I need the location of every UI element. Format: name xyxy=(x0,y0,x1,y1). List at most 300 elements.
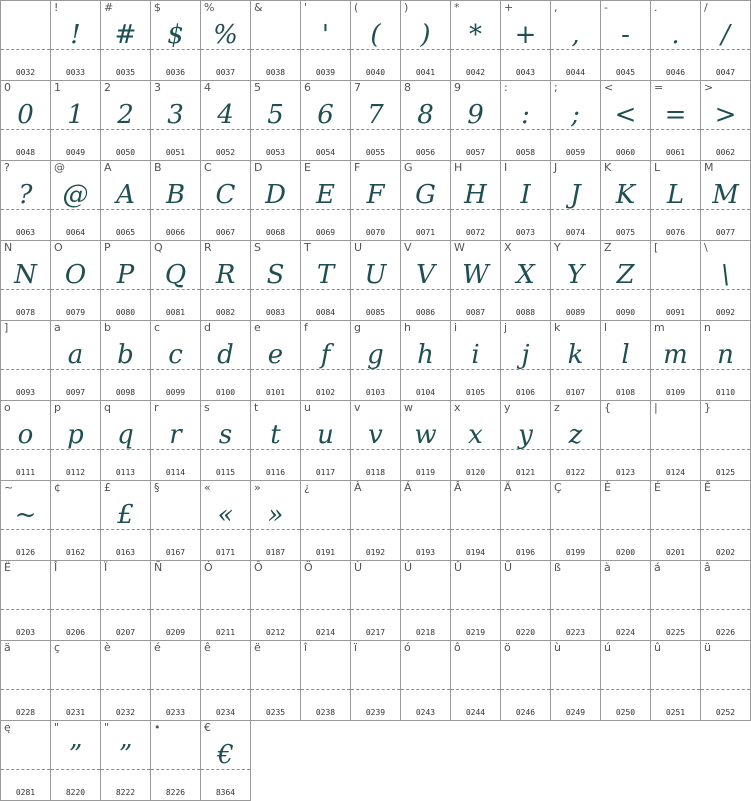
handwritten-glyph: V xyxy=(416,260,435,290)
glyph-cell xyxy=(400,320,450,400)
char-code: 0103 xyxy=(365,388,386,397)
glyph-cell xyxy=(150,480,200,560)
char-code: 0067 xyxy=(215,228,236,237)
baseline-guide xyxy=(251,609,300,610)
baseline-guide xyxy=(51,609,100,610)
reference-char: Z xyxy=(604,241,612,254)
handwritten-glyph: v xyxy=(368,420,383,450)
glyph-cell xyxy=(300,0,350,80)
baseline-guide xyxy=(251,689,300,690)
reference-char: * xyxy=(454,1,460,14)
glyph-cell xyxy=(450,240,500,320)
reference-char: 6 xyxy=(304,81,311,94)
glyph-cell xyxy=(650,640,700,721)
baseline-guide xyxy=(151,609,200,610)
char-code: 0224 xyxy=(615,628,636,637)
handwritten-glyph: O xyxy=(64,260,87,290)
reference-char: ~ xyxy=(4,481,14,494)
glyph-cell xyxy=(600,80,650,160)
char-code: 0056 xyxy=(415,148,436,157)
char-code: 0089 xyxy=(565,308,586,317)
reference-char: U xyxy=(354,241,363,254)
handwritten-glyph: \ xyxy=(721,260,730,290)
char-code: 0163 xyxy=(115,548,136,557)
glyph-cell xyxy=(250,240,300,320)
char-code: 0120 xyxy=(465,468,486,477)
reference-char: i xyxy=(454,321,458,334)
baseline-guide xyxy=(351,689,400,690)
handwritten-glyph: h xyxy=(417,340,434,370)
glyph-cell xyxy=(250,320,300,400)
handwritten-glyph: R xyxy=(215,260,236,290)
glyph-cell xyxy=(300,560,350,640)
char-code: 0201 xyxy=(665,548,686,557)
glyph-cell xyxy=(450,320,500,400)
glyph-cell xyxy=(500,640,550,721)
reference-char: Î xyxy=(54,561,58,574)
reference-char: + xyxy=(504,1,514,14)
glyph-cell xyxy=(350,560,400,640)
reference-char: l xyxy=(604,321,608,334)
glyph-cell xyxy=(150,560,200,640)
handwritten-glyph: 7 xyxy=(367,100,384,130)
reference-char: Ï xyxy=(104,561,108,574)
glyph-cell xyxy=(550,160,600,240)
baseline-guide xyxy=(1,369,50,370)
handwritten-glyph: w xyxy=(414,420,437,450)
glyph-cell xyxy=(100,80,150,160)
char-code: 0059 xyxy=(565,148,586,157)
glyph-cell xyxy=(450,560,500,640)
handwritten-glyph: - xyxy=(621,20,630,50)
reference-char: Ä xyxy=(504,481,512,494)
baseline-guide xyxy=(451,689,500,690)
char-code: 0090 xyxy=(615,308,636,317)
char-code: 0206 xyxy=(65,628,86,637)
handwritten-glyph: n xyxy=(717,340,734,370)
char-code: 0116 xyxy=(265,468,286,477)
handwritten-glyph: B xyxy=(165,180,186,210)
glyph-cell xyxy=(100,480,150,560)
handwritten-glyph: c xyxy=(168,340,183,370)
glyph-cell xyxy=(300,480,350,560)
char-code: 0098 xyxy=(115,388,136,397)
glyph-cell xyxy=(450,0,500,80)
char-code: 0199 xyxy=(565,548,586,557)
handwritten-glyph: ) xyxy=(420,20,431,50)
glyph-cell xyxy=(250,480,300,560)
reference-char: m xyxy=(654,321,665,334)
glyph-cell xyxy=(350,640,400,721)
glyph-cell xyxy=(350,240,400,320)
reference-char: C xyxy=(204,161,212,174)
handwritten-glyph: @ xyxy=(62,180,89,210)
glyph-cell xyxy=(50,640,100,720)
glyph-cell xyxy=(150,240,200,320)
char-code: 0226 xyxy=(715,628,736,637)
reference-char: ï xyxy=(354,641,358,654)
char-code: 0060 xyxy=(615,148,636,157)
reference-char: : xyxy=(504,81,508,94)
glyph-cell xyxy=(400,560,450,640)
reference-char: 0 xyxy=(4,81,11,94)
char-code: 0194 xyxy=(465,548,486,557)
handwritten-glyph: k xyxy=(567,340,584,370)
char-code: 0252 xyxy=(715,708,736,717)
char-code: 0077 xyxy=(715,228,736,237)
glyph-cell xyxy=(200,640,250,720)
glyph-cell xyxy=(250,640,300,721)
handwritten-glyph: < xyxy=(614,100,637,130)
handwritten-glyph: j xyxy=(521,340,530,370)
glyph-cell xyxy=(450,400,500,480)
glyph-cell xyxy=(250,160,300,240)
char-code: 0281 xyxy=(15,788,36,797)
baseline-guide xyxy=(1,769,50,770)
char-code: 0091 xyxy=(665,308,686,317)
reference-char: D xyxy=(254,161,263,174)
reference-char: O xyxy=(54,241,63,254)
glyph-cell xyxy=(50,160,100,240)
glyph-cell xyxy=(50,80,100,160)
reference-char: ' xyxy=(304,1,308,14)
glyph-cell xyxy=(600,0,650,80)
reference-char: Ô xyxy=(254,561,263,574)
baseline-guide xyxy=(601,529,650,530)
reference-char: É xyxy=(654,481,661,494)
handwritten-glyph: £ xyxy=(117,500,134,530)
char-code: 0211 xyxy=(215,628,236,637)
glyph-cell xyxy=(650,560,700,640)
glyph-cell xyxy=(200,240,250,320)
handwritten-glyph: I xyxy=(520,180,531,210)
char-code: 0084 xyxy=(315,308,336,317)
char-code: 0192 xyxy=(365,548,386,557)
baseline-guide xyxy=(401,689,450,690)
char-code: 0040 xyxy=(365,68,386,77)
reference-char: 4 xyxy=(204,81,211,94)
glyph-cell xyxy=(150,320,200,400)
char-code: 0092 xyxy=(715,308,736,317)
reference-char: 5 xyxy=(254,81,261,94)
reference-char: " xyxy=(54,721,60,734)
reference-char: Ñ xyxy=(154,561,163,574)
reference-char: z xyxy=(554,401,560,414)
char-code: 0066 xyxy=(165,228,186,237)
glyph-cell xyxy=(100,560,150,640)
reference-char: Ü xyxy=(504,561,513,574)
handwritten-glyph: , xyxy=(571,20,580,50)
handwritten-glyph: > xyxy=(714,100,737,130)
char-code: 0065 xyxy=(115,228,136,237)
reference-char: § xyxy=(154,481,160,494)
handwritten-glyph: H xyxy=(464,180,487,210)
glyph-cell xyxy=(450,480,500,560)
glyph-cell xyxy=(300,320,350,400)
glyph-cell xyxy=(600,320,650,400)
char-code: 0207 xyxy=(115,628,136,637)
char-code: 0125 xyxy=(715,468,736,477)
baseline-guide xyxy=(201,609,250,610)
glyph-cell xyxy=(50,560,100,640)
char-code: 0068 xyxy=(265,228,286,237)
char-code: 0046 xyxy=(665,68,686,77)
glyph-cell xyxy=(150,80,200,160)
handwritten-glyph: f xyxy=(320,340,331,370)
char-code: 0113 xyxy=(115,468,136,477)
glyph-cell xyxy=(500,160,550,240)
glyph-cell xyxy=(100,720,150,801)
handwritten-glyph: 9 xyxy=(467,100,484,130)
reference-char: [ xyxy=(654,241,659,254)
handwritten-glyph: Y xyxy=(566,260,585,290)
char-code: 0073 xyxy=(515,228,536,237)
glyph-cell xyxy=(300,80,350,160)
reference-char: ¢ xyxy=(54,481,61,494)
glyph-cell xyxy=(550,560,600,640)
handwritten-glyph: x xyxy=(468,420,483,450)
reference-char: d xyxy=(204,321,211,334)
char-code: 0239 xyxy=(365,708,386,717)
handwritten-glyph: Q xyxy=(164,260,187,290)
glyph-cell xyxy=(550,480,600,560)
handwritten-glyph: E xyxy=(316,180,335,210)
handwritten-glyph: l xyxy=(621,340,630,370)
char-code: 0250 xyxy=(615,708,636,717)
char-code: 8364 xyxy=(215,788,236,797)
char-code: 0099 xyxy=(165,388,186,397)
baseline-guide xyxy=(451,609,500,610)
glyph-cell xyxy=(550,400,600,480)
reference-char: , xyxy=(554,1,558,14)
reference-char: w xyxy=(404,401,413,414)
baseline-guide xyxy=(51,529,100,530)
glyph-cell xyxy=(450,80,500,160)
glyph-cell xyxy=(450,160,500,240)
char-code: 0080 xyxy=(115,308,136,317)
glyph-cell xyxy=(600,240,650,320)
baseline-guide xyxy=(201,689,250,690)
reference-char: s xyxy=(204,401,210,414)
handwritten-glyph: z xyxy=(568,420,583,450)
baseline-guide xyxy=(501,689,550,690)
char-code: 0074 xyxy=(565,228,586,237)
reference-char: £ xyxy=(104,481,111,494)
reference-char: & xyxy=(254,1,263,14)
reference-char: a xyxy=(54,321,61,334)
glyph-cell xyxy=(250,80,300,160)
char-code: 0078 xyxy=(15,308,36,317)
glyph-cell xyxy=(650,0,700,80)
glyph-cell xyxy=(100,320,150,400)
glyph-cell xyxy=(450,640,500,721)
glyph-cell xyxy=(50,400,100,480)
baseline-guide xyxy=(551,689,600,690)
handwritten-glyph: * xyxy=(469,20,482,50)
char-code: 0228 xyxy=(15,708,36,717)
char-code: 0041 xyxy=(415,68,436,77)
handwritten-glyph: $ xyxy=(167,20,184,50)
glyph-cell xyxy=(50,0,100,80)
baseline-guide xyxy=(551,529,600,530)
glyph-cell xyxy=(550,0,600,80)
char-code: 0123 xyxy=(615,468,636,477)
reference-char: ö xyxy=(504,641,511,654)
reference-char: « xyxy=(204,481,211,494)
glyph-cell xyxy=(50,320,100,400)
reference-char: t xyxy=(254,401,259,414)
reference-char: # xyxy=(104,1,114,14)
glyph-cell xyxy=(250,560,300,640)
reference-char: ! xyxy=(54,1,59,14)
reference-char: X xyxy=(504,241,512,254)
reference-char: e xyxy=(254,321,261,334)
char-code: 8222 xyxy=(115,788,136,797)
reference-char: j xyxy=(504,321,508,334)
glyph-cell xyxy=(250,0,300,80)
handwritten-glyph: o xyxy=(17,420,34,450)
char-code: 0119 xyxy=(415,468,436,477)
reference-char: h xyxy=(404,321,411,334)
char-code: 0051 xyxy=(165,148,186,157)
glyph-cell xyxy=(100,160,150,240)
reference-char: à xyxy=(604,561,611,574)
char-code: 0086 xyxy=(415,308,436,317)
reference-char: ú xyxy=(604,641,611,654)
char-code: 0122 xyxy=(565,468,586,477)
reference-char: . xyxy=(654,1,658,14)
char-code: 0209 xyxy=(165,628,186,637)
char-code: 0234 xyxy=(215,708,236,717)
handwritten-glyph: S xyxy=(266,260,285,290)
glyph-cell xyxy=(400,240,450,320)
handwritten-glyph: ' xyxy=(321,20,330,50)
reference-char: ó xyxy=(404,641,411,654)
char-code: 0069 xyxy=(315,228,336,237)
char-code: 0057 xyxy=(465,148,486,157)
reference-char: ü xyxy=(704,641,711,654)
baseline-guide xyxy=(101,689,150,690)
reference-char: 7 xyxy=(354,81,361,94)
char-code: 0047 xyxy=(715,68,736,77)
handwritten-glyph: 8 xyxy=(417,100,434,130)
reference-char: J xyxy=(554,161,558,174)
char-code: 0085 xyxy=(365,308,386,317)
reference-char: ] xyxy=(4,321,9,334)
baseline-guide xyxy=(651,529,700,530)
reference-char: á xyxy=(654,561,661,574)
glyph-cell xyxy=(600,160,650,240)
char-code: 0083 xyxy=(265,308,286,317)
reference-char: 2 xyxy=(104,81,111,94)
reference-char: û xyxy=(654,641,661,654)
handwritten-glyph: ” xyxy=(68,740,83,770)
handwritten-glyph: ! xyxy=(70,20,81,50)
reference-char: > xyxy=(704,81,714,94)
glyph-cell xyxy=(550,640,600,721)
char-code: 0232 xyxy=(115,708,136,717)
baseline-guide xyxy=(501,609,550,610)
baseline-guide xyxy=(301,529,350,530)
reference-char: ę xyxy=(4,721,11,734)
reference-char: @ xyxy=(54,161,65,174)
char-code: 0064 xyxy=(65,228,86,237)
char-code: 0062 xyxy=(715,148,736,157)
char-code: 0054 xyxy=(315,148,336,157)
glyph-cell xyxy=(350,80,400,160)
reference-char: y xyxy=(504,401,511,414)
glyph-cell xyxy=(300,640,350,721)
char-code: 0042 xyxy=(465,68,486,77)
baseline-guide xyxy=(101,609,150,610)
reference-char: Ó xyxy=(204,561,213,574)
glyph-cell xyxy=(650,480,700,560)
char-code: 0167 xyxy=(165,548,186,557)
char-code: 0235 xyxy=(265,708,286,717)
char-code: 0196 xyxy=(515,548,536,557)
reference-char: Y xyxy=(554,241,561,254)
handwritten-glyph: . xyxy=(671,20,680,50)
glyph-cell xyxy=(700,480,751,560)
handwritten-glyph: J xyxy=(570,180,581,210)
handwritten-glyph: N xyxy=(14,260,37,290)
char-code: 0106 xyxy=(515,388,536,397)
reference-char: | xyxy=(654,401,658,414)
char-code: 0249 xyxy=(565,708,586,717)
reference-char: A xyxy=(104,161,112,174)
char-code: 0061 xyxy=(665,148,686,157)
reference-char: - xyxy=(604,1,608,14)
handwritten-glyph: : xyxy=(521,100,530,130)
char-code: 0043 xyxy=(515,68,536,77)
reference-char: ? xyxy=(4,161,10,174)
glyph-cell xyxy=(200,160,250,240)
glyph-cell xyxy=(0,0,50,80)
glyph-cell xyxy=(200,320,250,400)
baseline-guide xyxy=(501,529,550,530)
glyph-cell xyxy=(400,480,450,560)
handwritten-glyph: / xyxy=(721,20,730,50)
reference-char: 3 xyxy=(154,81,161,94)
handwritten-glyph: p xyxy=(67,420,84,450)
handwritten-glyph: 6 xyxy=(317,100,334,130)
reference-char: } xyxy=(704,401,711,414)
char-code: 0044 xyxy=(565,68,586,77)
glyph-cell xyxy=(250,400,300,480)
char-code: 0071 xyxy=(415,228,436,237)
char-code: 0048 xyxy=(15,148,36,157)
char-code: 0191 xyxy=(315,548,336,557)
baseline-guide xyxy=(601,449,650,450)
char-code: 0079 xyxy=(65,308,86,317)
char-code: 0218 xyxy=(415,628,436,637)
char-code: 0110 xyxy=(715,388,736,397)
handwritten-glyph: ( xyxy=(370,20,381,50)
char-code: 0038 xyxy=(265,68,286,77)
reference-char: ç xyxy=(54,641,61,654)
baseline-guide xyxy=(651,289,700,290)
reference-char: • xyxy=(154,721,161,734)
baseline-guide xyxy=(351,609,400,610)
reference-char: ; xyxy=(554,81,558,94)
glyph-cell xyxy=(0,400,50,480)
char-code: 0121 xyxy=(515,468,536,477)
char-code: 0055 xyxy=(365,148,386,157)
glyph-cell xyxy=(150,640,200,720)
glyph-cell xyxy=(400,400,450,480)
reference-char: R xyxy=(204,241,212,254)
char-code: 0035 xyxy=(115,68,136,77)
